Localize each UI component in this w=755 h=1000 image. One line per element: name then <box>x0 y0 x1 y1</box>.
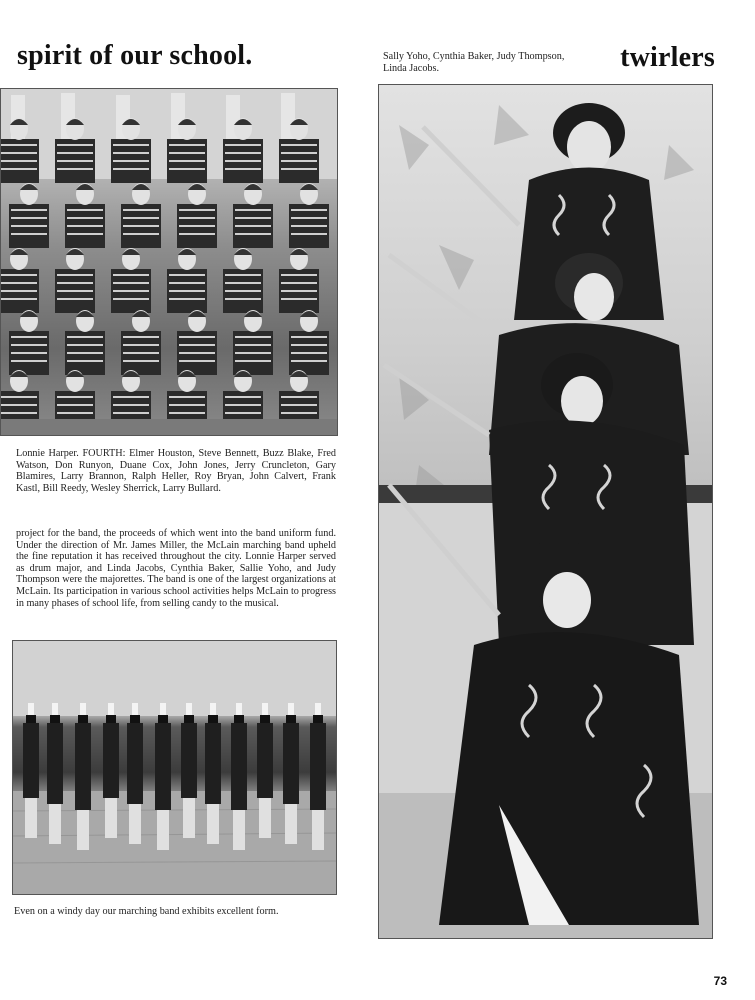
band-group-photo-art <box>1 89 337 435</box>
band-member-figure <box>111 248 151 313</box>
marcher-figure <box>47 703 63 844</box>
band-member-figure <box>65 183 105 248</box>
marcher-figure <box>205 703 221 844</box>
band-member-figure <box>233 310 273 375</box>
marcher-figure <box>155 703 171 850</box>
marcher-figure <box>75 703 91 850</box>
band-member-figure <box>167 248 207 313</box>
marcher-figure <box>310 703 326 850</box>
marcher-figure <box>283 703 299 844</box>
marcher-figure <box>257 703 273 838</box>
page-heading-right: twirlers <box>620 42 715 73</box>
marching-band-photo <box>12 640 337 895</box>
band-member-figure <box>289 310 329 375</box>
band-member-figure <box>65 310 105 375</box>
band-member-figure <box>1 248 39 313</box>
twirlers-photo-art <box>379 85 712 938</box>
marching-photo-caption: Even on a windy day our marching band exhibits excellent form. <box>14 906 279 917</box>
marcher-figure <box>103 703 119 838</box>
band-photo-caption: Lonnie Harper. FOURTH: Elmer Houston, Steve Bennett, Buzz Blake, Fred Watson, Don Runyon, Duane Cox, John Jones, Jerry Cruncleton, Gary Blamires, Larry Brannon, Ralph Heller, Roy Bryan, John Calvert, Frank Kastl, Bill Reedy, Wesley Sherrick, Larry Bullard. <box>16 448 336 494</box>
marcher-figure <box>127 703 143 844</box>
band-member-figure <box>121 310 161 375</box>
band-member-figure <box>279 248 319 313</box>
page-number: 73 <box>713 974 727 988</box>
twirlers-photo <box>378 84 713 939</box>
marching-band-photo-art <box>13 641 336 894</box>
marcher-figure <box>181 703 197 838</box>
band-member-figure <box>9 183 49 248</box>
band-member-figure <box>121 183 161 248</box>
band-member-figure <box>223 248 263 313</box>
marcher-figure <box>231 703 247 850</box>
page-heading-left: spirit of our school. <box>17 40 253 71</box>
band-member-figure <box>9 310 49 375</box>
band-member-figure <box>289 183 329 248</box>
band-member-figure <box>177 183 217 248</box>
band-group-photo <box>0 88 338 436</box>
band-member-figure <box>55 248 95 313</box>
twirlers-caption: Sally Yoho, Cynthia Baker, Judy Thompson, Linda Jacobs. <box>383 51 565 74</box>
band-member-figure <box>233 183 273 248</box>
marcher-figure <box>23 703 39 838</box>
band-member-figure <box>177 310 217 375</box>
band-article-text: project for the band, the proceeds of which went into the band uniform fund. Under the direction of Mr. James Miller, the McLain marching band upheld the fine reputation it has received throughout the city. Lonnie Harper served as drum major, and Linda Jacobs, Cynthia Baker, Sallie Yoho, and Judy Thompson were the majorettes. The band is one of the largest organizations at McLain. Its participation in various school activities helps McLain to progress in many phases of school life, from selling candy to the musical. <box>16 528 336 609</box>
